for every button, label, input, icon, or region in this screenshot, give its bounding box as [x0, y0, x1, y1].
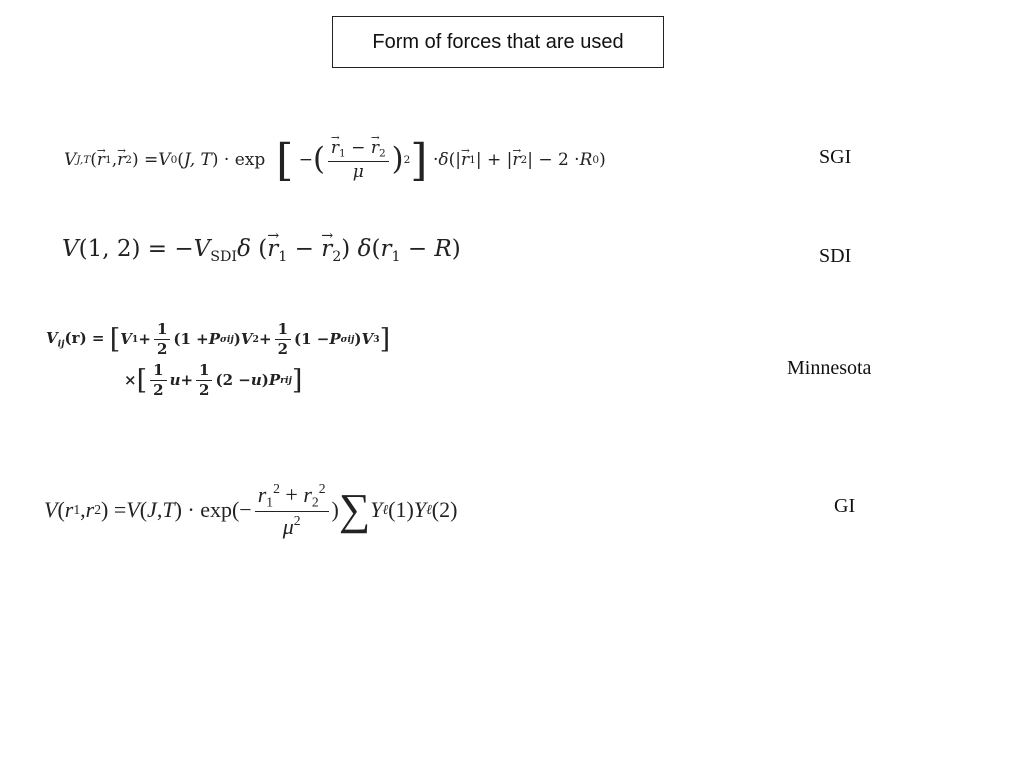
minnesota-equation: $V_{ij}(r)$ = [ V 1 + $\frac{1}{2}$ (1 + P σ ij ) V 2 + $\frac{1}{2}$ (1 − P σ ij ) V 3 ] × [ $\frac{1}{2}$ u + $\frac{1}{2}$ (2 − u ) P r ij ]: [46, 320, 391, 399]
sgi-label: SGI: [819, 146, 852, 168]
slide-title: Form of forces that are used: [332, 16, 664, 68]
sdi-label: SDI: [819, 245, 852, 267]
sgi-equation: V J,T ( → r 1 , → r 2 ) = V 0 ( J, T ) · exp [ − ( → $\frac{r_1 - \to r_2}{\mu}$ ) 2 ] · δ (| → r 1 | + | → r 2 | − 2 · R 0 ): [64, 140, 606, 181]
sdi-equation: V(1, $2) = -V_{SDI}\delta$ (→ $r_1$ − → $r_2$) $\delta(r_1 - R)$: [62, 238, 461, 264]
gi-label: GI: [834, 495, 856, 517]
gi-equation: V ( r 1 , r 2 ) = V ( J , T ) · exp(− $\frac{r_1^2 + r_2^2}{\mu^2}$ ) ∑ Y ℓ (1) Y ℓ (2): [44, 481, 458, 540]
minnesota-label: Minnesota: [787, 357, 872, 379]
